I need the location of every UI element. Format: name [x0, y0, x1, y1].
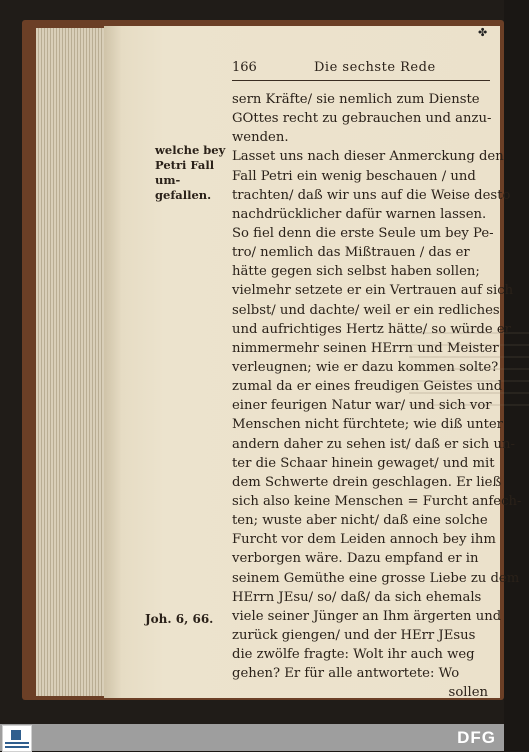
text-line: viele seiner Jünger an Ihm ärgerten und: [232, 608, 502, 624]
text-line: nachdrücklicher dafür warnen lassen.: [232, 206, 487, 222]
dfg-logo: DFG: [457, 728, 496, 747]
text-line: gehen? Er für alle antwortete: Wo: [232, 666, 460, 682]
margin-note: [155, 143, 235, 203]
text-line: tro/ nemlich das Mißtrauen / das er: [232, 245, 470, 261]
text-line: trachten/ daß wir uns auf die Weise desto: [232, 187, 511, 203]
text-line: nimmermehr seinen HErrn und Meister: [232, 340, 499, 356]
text-line: ten; wuste aber nicht/ daß eine solche: [232, 513, 488, 529]
text-line: Menschen nicht fürchtete; wie diß unter: [232, 417, 503, 433]
text-line: zurück giengen/ und der HErr JEsus: [232, 627, 476, 643]
text-line: sern Kräfte/ sie nemlich zum Dienste: [232, 92, 480, 107]
text-line: verborgen wäre. Dazu empfand er in: [232, 551, 479, 567]
text-line: vielmehr setzete er ein Vertrauen auf sich: [232, 283, 514, 299]
text-line: und aufrichtiges Hertz hätte/ so würde er: [232, 321, 511, 337]
text-line: verleugnen; wie er dazu kommen solte?: [232, 359, 499, 375]
text-line: HErrn JEsu/ so/ daß/ da sich ehemals: [232, 589, 482, 605]
text-line: GOttes recht zu gebrauchen und anzu-: [232, 111, 492, 127]
page-header: [232, 60, 490, 81]
margin-note-line: Petri Fall um-: [155, 158, 215, 187]
text-line: die zwölfe fragte: Wolt ihr auch weg: [232, 647, 475, 663]
text-line: einer feurigen Natur war/ und sich vor: [232, 398, 492, 414]
margin-reference: Joh. 6, 66.: [145, 612, 214, 626]
text-line: Furcht vor dem Leiden annoch bey ihm: [232, 532, 496, 548]
text-line: seinem Gemüthe eine grosse Liebe zu dem: [232, 570, 520, 586]
page-edges: [36, 28, 105, 696]
text-line: sich also keine Menschen = Furcht anfech-: [232, 493, 522, 509]
margin-note-line: gefallen.: [155, 188, 212, 202]
text-line: hätte gegen sich selbst haben sollen;: [232, 264, 480, 280]
library-logo-icon[interactable]: [2, 725, 32, 752]
margin-note-line: welche bey: [155, 143, 226, 157]
text-line: sollen: [448, 685, 488, 701]
text-line: dem Schwerte drein geschlagen. Er ließ: [232, 474, 502, 490]
text-line: ter die Schaar hinein gewaget/ und mit: [232, 455, 495, 471]
corner-mark-icon: ✤: [478, 26, 488, 39]
body-text: [232, 90, 522, 703]
text-line: selbst/ und dachte/ weil er ein redliches: [232, 302, 500, 318]
text-line: Fall Petri ein wenig beschauen / und: [232, 168, 476, 184]
text-line: wenden.: [232, 130, 289, 146]
text-line: So fiel denn die erste Seule um bey Pe-: [232, 225, 494, 241]
viewer-footer: [0, 724, 504, 751]
page-number: 166: [232, 60, 257, 75]
text-line: Lasset uns nach dieser Anmerckung den: [232, 149, 504, 165]
text-line: andern daher zu sehen ist/ daß er sich un-: [232, 436, 515, 452]
text-line: zumal da er eines freudigen Geistes und: [232, 379, 503, 395]
running-head: Die sechste Rede: [314, 60, 436, 75]
